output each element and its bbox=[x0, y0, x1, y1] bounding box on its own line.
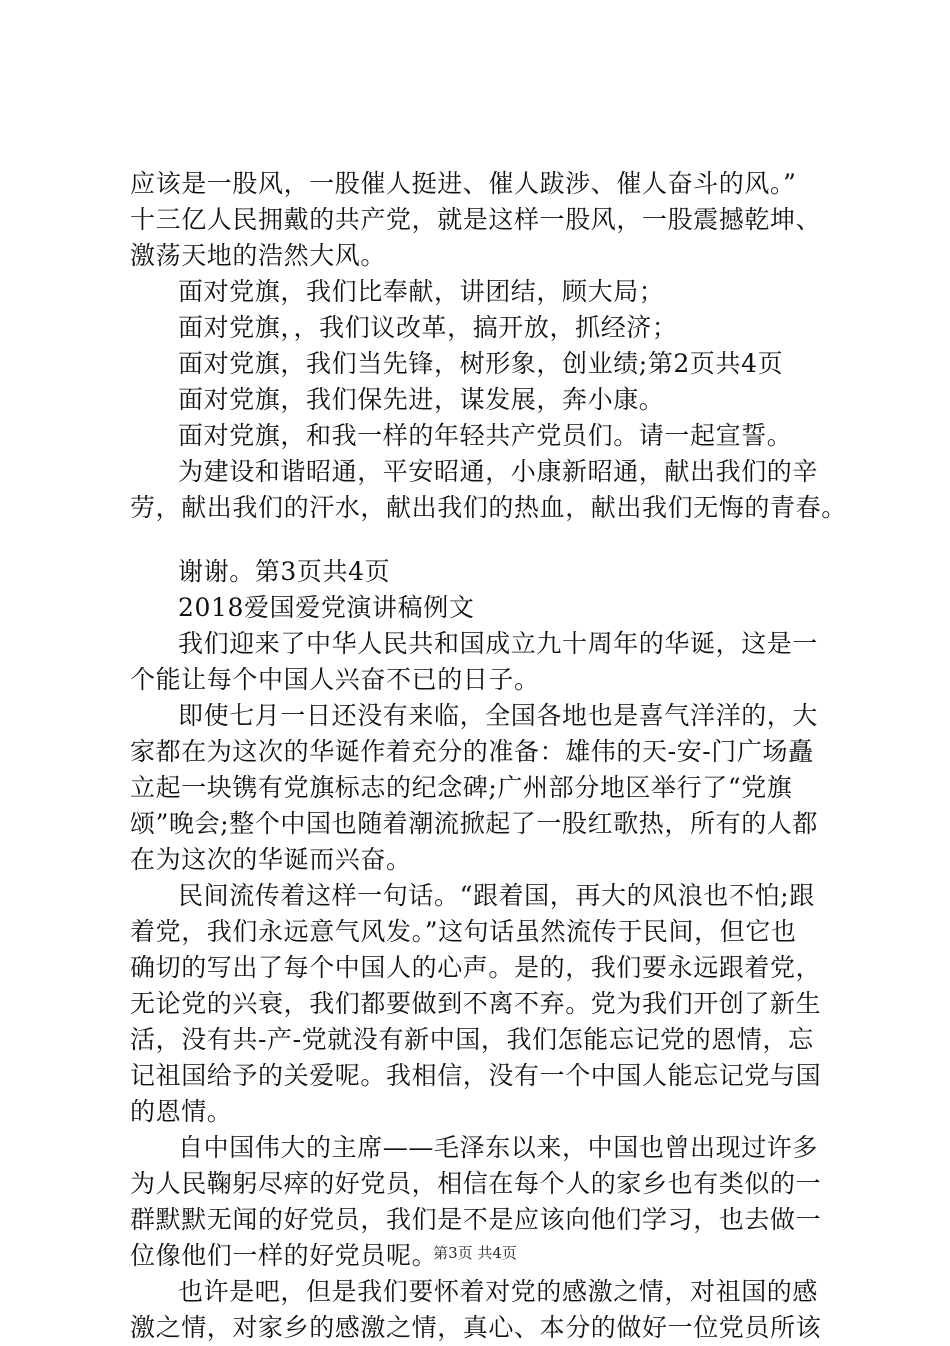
text-line: 面对党旗，我们当先锋，树形象，创业绩;第2页共4页 bbox=[178, 349, 784, 378]
text-line: 在为这次的华诞而兴奋。 bbox=[130, 845, 412, 874]
text-line: 为建设和谐昭通，平安昭通，小康新昭通，献出我们的辛 bbox=[178, 457, 819, 486]
text-line: 自中国伟大的主席——毛泽东以来，中国也曾出现过许多 bbox=[178, 1133, 819, 1162]
text-line: 面对党旗，，我们议改革，搞开放，抓经济； bbox=[178, 313, 678, 342]
text-line: 应该是一股风，一股催人挺进、催人跋涉、催人奋斗的风。” bbox=[130, 169, 797, 198]
text-line: 着党，我们永远意气风发。”这句话虽然流传于民间，但它也 bbox=[130, 917, 797, 946]
text-line: 活，没有共-产-党就没有新中国，我们怎能忘记党的恩情，忘 bbox=[130, 1025, 814, 1054]
body-text bbox=[130, 166, 860, 1346]
text-line: 面对党旗，和我一样的年轻共产党员们。请一起宣誓。 bbox=[178, 421, 793, 450]
text-line: 无论党的兴衰，我们都要做到不离不弃。党为我们开创了新生 bbox=[130, 989, 822, 1018]
text-line: 十三亿人民拥戴的共产党，就是这样一股风，一股震撼乾坤、 bbox=[130, 205, 822, 234]
text-line: 我们迎来了中华人民共和国成立九十周年的华诞，这是一 bbox=[178, 629, 819, 658]
text-line: 面对党旗，我们比奉献，讲团结，顾大局； bbox=[178, 277, 665, 306]
section-title: 2018爱国爱党演讲稿例文 bbox=[178, 593, 475, 622]
text-line: 劳，献出我们的汗水，献出我们的热血，献出我们无悔的青春。 bbox=[130, 493, 847, 522]
text-line: 记祖国给予的关爱呢。我相信，没有一个中国人能忘记党与国 bbox=[130, 1061, 822, 1090]
text-line: 确切的写出了每个中国人的心声。是的，我们要永远跟着党， bbox=[130, 953, 822, 982]
text-line: 激荡天地的浩然大风。 bbox=[130, 241, 387, 270]
page-footer bbox=[0, 1243, 950, 1263]
text-line: 的恩情。 bbox=[130, 1097, 233, 1126]
text-line: 面对党旗，我们保先进，谋发展，奔小康。 bbox=[178, 385, 665, 414]
text-line: 即使七月一日还没有来临，全国各地也是喜气洋洋的，大 bbox=[178, 701, 819, 730]
text-line: 个能让每个中国人兴奋不已的日子。 bbox=[130, 665, 540, 694]
text-line: 为人民鞠躬尽瘁的好党员，相信在每个人的家乡也有类似的一 bbox=[130, 1169, 822, 1198]
text-line: 民间流传着这样一句话。“跟着国，再大的风浪也不怕;跟 bbox=[178, 881, 815, 910]
text-line: 位像他们一样的好党员呢。 bbox=[130, 1241, 438, 1270]
text-line: 谢谢。第3页共4页 bbox=[178, 557, 391, 586]
page-number-label: 第3页 共4页 bbox=[433, 1244, 517, 1262]
text-line: 家都在为这次的华诞作着充分的准备：雄伟的天-安-门广场矗 bbox=[130, 737, 814, 766]
text-line: 颂”晚会;整个中国也随着潮流掀起了一股红歌热，所有的人都 bbox=[130, 809, 819, 838]
paragraph-gap bbox=[130, 526, 860, 554]
text-line: 群默默无闻的好党员，我们是不是应该向他们学习，也去做一 bbox=[130, 1205, 822, 1234]
text-line: 立起一块镌有党旗标志的纪念碑;广州部分地区举行了“党旗 bbox=[130, 773, 793, 802]
text-line: 激之情，对家乡的感激之情，真心、本分的做好一位党员所该 bbox=[130, 1313, 822, 1342]
text-line: 也许是吧，但是我们要怀着对党的感激之情，对祖国的感 bbox=[178, 1277, 819, 1306]
